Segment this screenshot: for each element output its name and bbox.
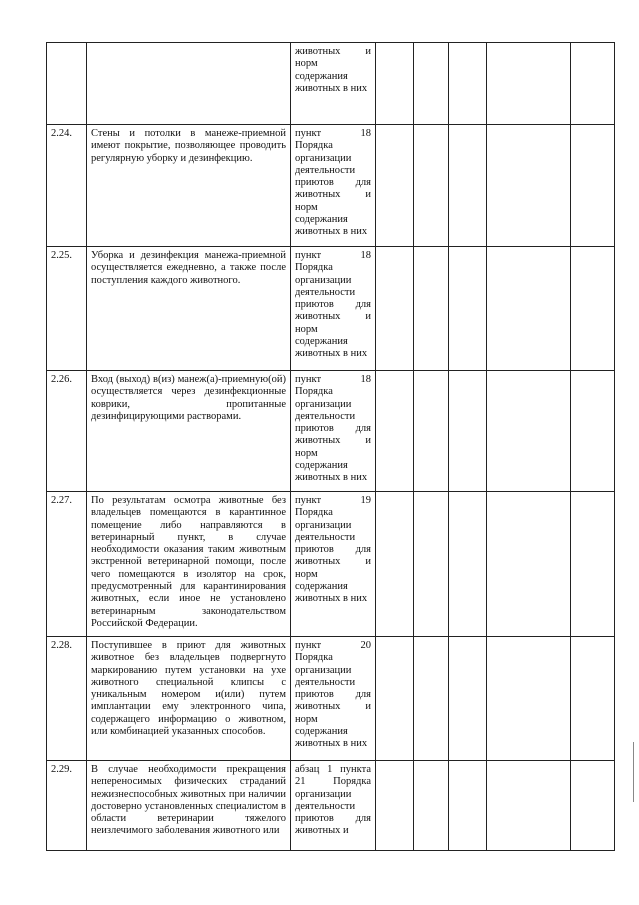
legal-reference: пункт 18 Порядка организации деятельности приютов для животных и норм содержания животных в них — [291, 125, 376, 247]
row-number: 2.26. — [47, 371, 87, 492]
legal-reference: пункт 18 Порядка организации деятельности приютов для животных и норм содержания животных в них — [291, 247, 376, 371]
checklist-table — [46, 42, 615, 851]
empty-cell — [376, 371, 414, 492]
requirement-text: Стены и потолки в манеже-приемной имеют покрытие, позволяющее проводить регулярную уборку и дезинфекцию. — [87, 125, 291, 247]
empty-cell — [449, 637, 487, 761]
empty-cell — [449, 492, 487, 637]
table-row — [47, 371, 615, 492]
empty-cell — [449, 43, 487, 125]
table-row — [47, 761, 615, 851]
row-number: 2.28. — [47, 637, 87, 761]
empty-cell — [376, 761, 414, 851]
empty-cell — [571, 761, 615, 851]
empty-cell — [414, 637, 449, 761]
empty-cell — [487, 761, 571, 851]
requirement-text: Уборка и дезинфекция манежа-приемной осуществляется ежедневно, а также после поступления каждого животного. — [87, 247, 291, 371]
empty-cell — [487, 492, 571, 637]
empty-cell — [414, 371, 449, 492]
empty-cell — [571, 247, 615, 371]
empty-cell — [571, 492, 615, 637]
scan-edge-line — [633, 742, 634, 802]
empty-cell — [487, 125, 571, 247]
legal-reference: животных и норм содержания животных в них — [291, 43, 376, 125]
row-number: 2.29. — [47, 761, 87, 851]
table-row — [47, 125, 615, 247]
requirement-text: В случае необходимости прекращения непереносимых физических страданий нежизнеспособных животных при наличии достоверно установленных специалистом в области ветеринарии тяжелого неизлечимого заболевания животного или — [87, 761, 291, 851]
empty-cell — [571, 125, 615, 247]
empty-cell — [571, 43, 615, 125]
empty-cell — [487, 247, 571, 371]
empty-cell — [414, 761, 449, 851]
empty-cell — [376, 125, 414, 247]
empty-cell — [487, 43, 571, 125]
table-row — [47, 637, 615, 761]
legal-reference: абзац 1 пункта 21 Порядка организации деятельности приютов для животных и — [291, 761, 376, 851]
requirement-text — [87, 43, 291, 125]
table-row — [47, 492, 615, 637]
requirement-text: Вход (выход) в(из) манеж(а)-приемную(ой) осуществляется через дезинфекционные коврики, пропитанные дезинфицирующими растворами. — [87, 371, 291, 492]
empty-cell — [449, 371, 487, 492]
row-number: 2.25. — [47, 247, 87, 371]
empty-cell — [487, 371, 571, 492]
legal-reference: пункт 19 Порядка организации деятельности приютов для животных и норм содержания животных в них — [291, 492, 376, 637]
requirement-text: По результатам осмотра животные без владельцев помещаются в карантинное помещение либо направляются в ветеринарный пункт, в случае необходимости оказания таким животным экстренной ветеринарной помощи, после чего помещаются в изолятор на срок, предусмотренный для карантинирования животных, если иное не установлено ветеринарным законодательством Российской Федерации. — [87, 492, 291, 637]
empty-cell — [376, 492, 414, 637]
empty-cell — [414, 492, 449, 637]
empty-cell — [449, 761, 487, 851]
row-number: 2.24. — [47, 125, 87, 247]
empty-cell — [414, 247, 449, 371]
empty-cell — [376, 637, 414, 761]
empty-cell — [376, 43, 414, 125]
legal-reference: пункт 18 Порядка организации деятельности приютов для животных и норм содержания животных в них — [291, 371, 376, 492]
empty-cell — [571, 371, 615, 492]
table-row — [47, 43, 615, 125]
empty-cell — [414, 125, 449, 247]
empty-cell — [376, 247, 414, 371]
empty-cell — [487, 637, 571, 761]
legal-reference: пункт 20 Порядка организации деятельности приютов для животных и норм содержания животных в них — [291, 637, 376, 761]
empty-cell — [571, 637, 615, 761]
row-number — [47, 43, 87, 125]
empty-cell — [414, 43, 449, 125]
empty-cell — [449, 247, 487, 371]
empty-cell — [449, 125, 487, 247]
row-number: 2.27. — [47, 492, 87, 637]
table-row — [47, 247, 615, 371]
requirement-text: Поступившее в приют для животных животное без владельцев подвергнуто маркированию путем установки на ухе животного специальной клипсы с уникальным номером и(или) путем имплантации ему электронного чипа, содержащего информацию о животном, или комбинацией указанных способов. — [87, 637, 291, 761]
